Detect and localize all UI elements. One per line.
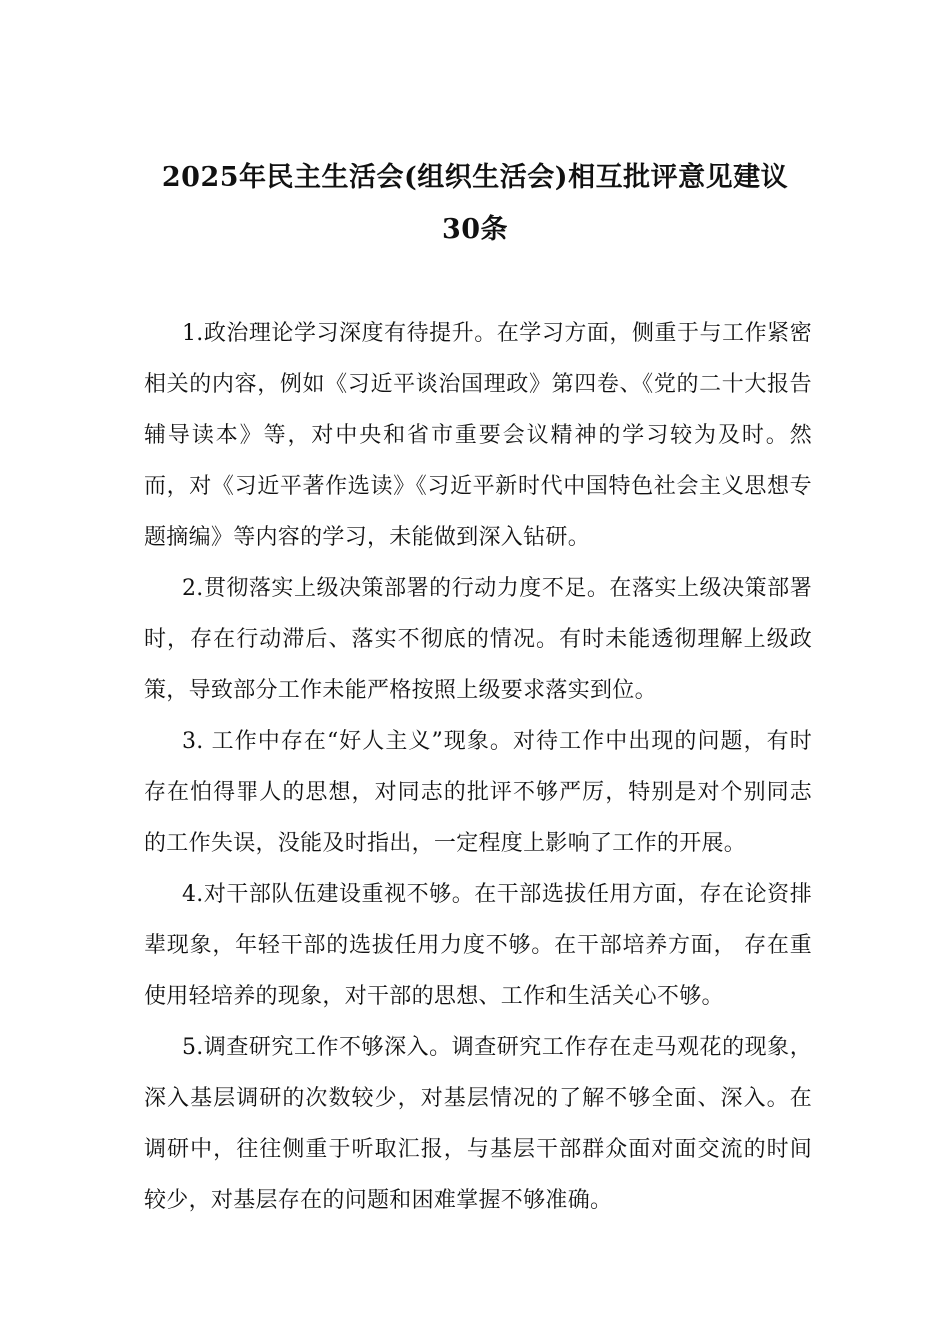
document-title-line-1: 2025年民主生活会(组织生活会)相互批评意见建议	[161, 162, 789, 193]
document-title-line-2: 30条	[441, 214, 509, 245]
paragraph-5: 5.调查研究工作不够深入。调查研究工作存在走马观花的现象，深入基层调研的次数较少，对基层情况的了解不够全面、深入。在调研中，往往侧重于听取汇报，与基层干部群众面对面交流的时间较少，对基层存在的问题和困难掌握不够准确。	[144, 1035, 812, 1213]
paragraph-2: 2.贯彻落实上级决策部署的行动力度不足。在落实上级决策部署时，存在行动滞后、落实不彻底的情况。有时未能透彻理解上级政策，导致部分工作未能严格按照上级要求落实到位。	[144, 576, 812, 703]
paragraph-4: 4.对干部队伍建设重视不够。在干部选拔任用方面，存在论资排辈现象，年轻干部的选拔任用力度不够。在干部培养方面， 存在重使用轻培养的现象，对干部的思想、工作和生活关心不够。	[144, 882, 812, 1009]
document-body	[144, 308, 812, 1226]
paragraph-3: 3. 工作中存在“好人主义”现象。对待工作中出现的问题，有时存在怕得罪人的思想，对同志的批评不够严厉，特别是对个别同志的工作失误，没能及时指出，一定程度上影响了工作的开展。	[144, 729, 812, 856]
paragraph-1: 1.政治理论学习深度有待提升。在学习方面，侧重于与工作紧密相关的内容，例如《习近平谈治国理政》第四卷、《党的二十大报告辅导读本》等，对中央和省市重要会议精神的学习较为及时。然而，对《习近平著作选读》《习近平新时代中国特色社会主义思想专题摘编》等内容的学习，未能做到深入钻研。	[144, 321, 812, 550]
